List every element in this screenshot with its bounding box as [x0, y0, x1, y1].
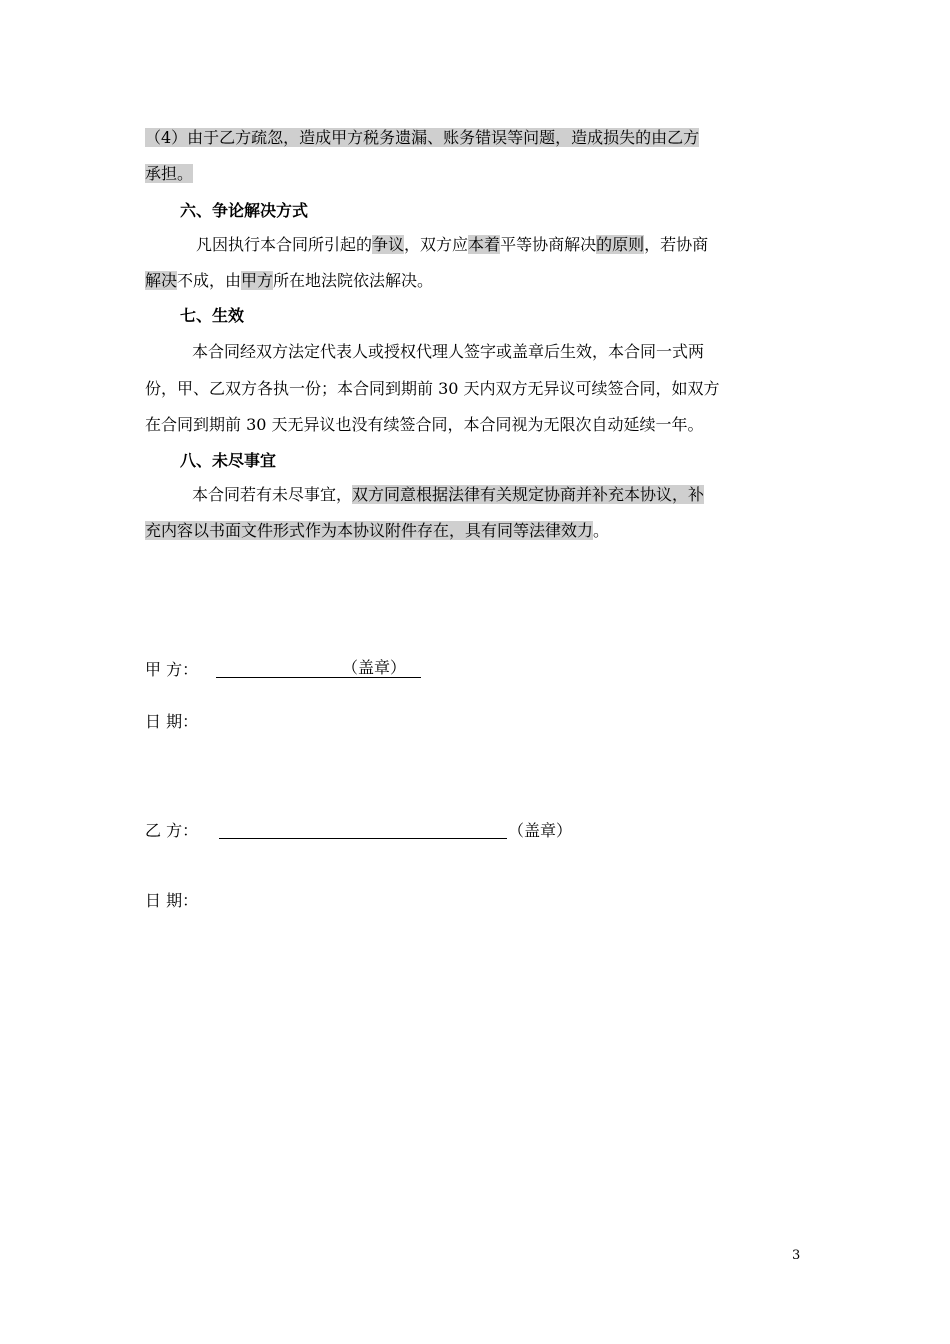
- section-6-line-2: [145, 270, 807, 292]
- section-8-line-2: [145, 520, 807, 542]
- highlighted-text: 争议: [372, 235, 405, 254]
- section-7-line-2: 份，甲、乙双方各执一份；本合同到期前 30 天内双方无异议可续签合同，如双方: [145, 379, 720, 398]
- highlighted-text: 本着: [468, 235, 501, 254]
- text-run: ，若协商: [644, 235, 709, 254]
- clause-5-item-4-line-1: [145, 127, 807, 149]
- section-7-heading: 七、生效: [180, 306, 245, 325]
- section-6-line-1: [196, 234, 808, 256]
- party-b-date-label: 日 期：: [145, 891, 199, 910]
- section-8-heading: 八、未尽事宜: [180, 451, 277, 470]
- party-a-date-label: 日 期：: [145, 712, 199, 731]
- party-b-seal-text: （盖章）: [508, 821, 573, 840]
- highlighted-text: 的原则: [596, 235, 645, 254]
- text-run: 。: [593, 521, 610, 540]
- highlighted-text: 充内容以书面文件形式作为本协议附件存在，具有同等法律效力: [145, 521, 594, 540]
- highlighted-text: 承担。: [145, 164, 194, 183]
- text-run: 所在地法院依法解决。: [273, 271, 434, 290]
- party-b-label: 乙 方：: [145, 821, 199, 840]
- text-run: ，双方应: [404, 235, 469, 254]
- party-a-label: 甲 方：: [145, 660, 199, 679]
- text-run: 不成，由: [177, 271, 242, 290]
- clause-5-item-4-line-2: [145, 163, 807, 185]
- page-number: 3: [792, 1248, 801, 1263]
- section-8-line-1: [192, 484, 808, 506]
- highlighted-text: 甲方: [241, 271, 274, 290]
- text-run: 本合同若有未尽事宜，: [192, 485, 353, 504]
- section-7-line-3: 在合同到期前 30 天无异议也没有续签合同，本合同视为无限次自动延续一年。: [145, 415, 704, 434]
- text-run: 平等协商解决: [500, 235, 597, 254]
- highlighted-text: 双方同意根据法律有关规定协商并补充本协议，补: [352, 485, 705, 504]
- highlighted-text: （4）由于乙方疏忽，造成甲方税务遗漏、账务错误等问题，造成损失的由乙方: [145, 128, 700, 147]
- text-run: 凡因执行本合同所引起的: [196, 235, 373, 254]
- party-a-seal-text: （盖章）: [342, 658, 407, 677]
- highlighted-text: 解决: [145, 271, 178, 290]
- section-6-heading: 六、争论解决方式: [180, 201, 309, 220]
- section-7-line-1: 本合同经双方法定代表人或授权代理人签字或盖章后生效，本合同一式两: [192, 342, 705, 361]
- party-b-signature-line: [219, 820, 507, 839]
